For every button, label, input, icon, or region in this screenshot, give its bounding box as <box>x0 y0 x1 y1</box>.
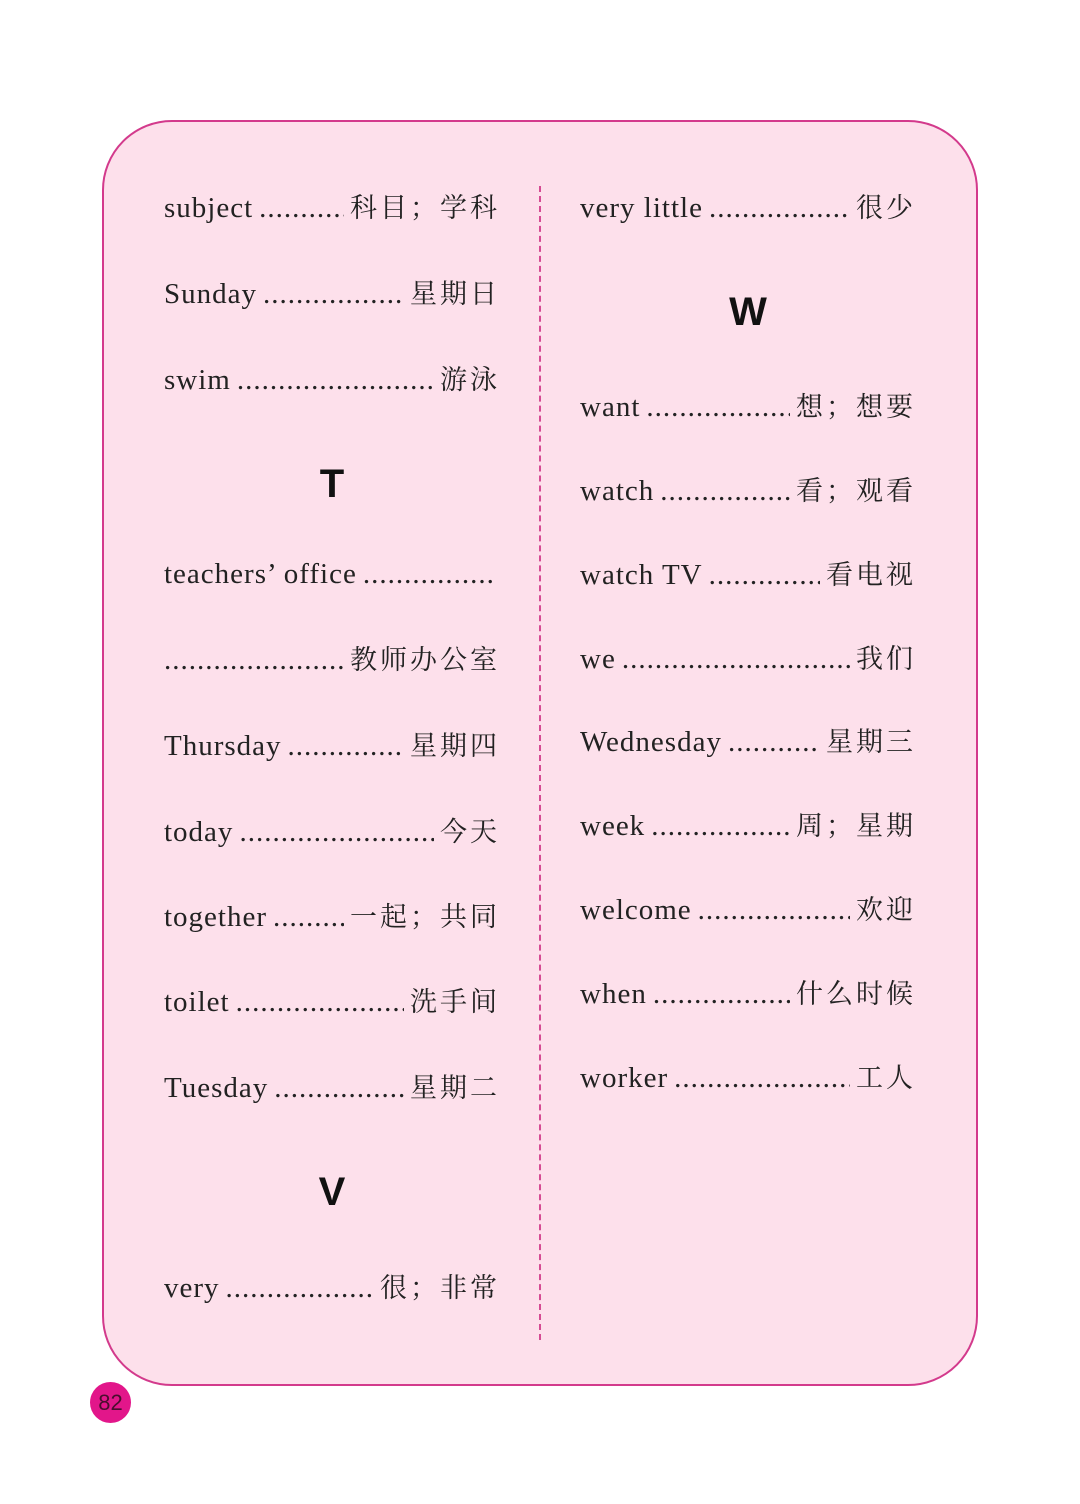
leader-dots <box>651 810 790 843</box>
leader-dots <box>263 278 404 311</box>
entry-word: Sunday <box>164 278 257 310</box>
entry-meaning: 欢迎 <box>856 895 916 926</box>
entry-meaning: 想；想要 <box>796 392 916 423</box>
entry-word: today <box>164 816 234 848</box>
entry-want <box>580 385 916 424</box>
entry-word: together <box>164 901 268 933</box>
entry-meaning: 星期二 <box>410 1073 500 1104</box>
entry-word: welcome <box>580 894 692 926</box>
leader-dots <box>709 559 820 592</box>
entry-tuesday <box>164 1066 500 1105</box>
leader-dots <box>288 730 404 763</box>
page-number-badge: 82 <box>90 1382 131 1423</box>
entry-meaning: 我们 <box>856 644 916 675</box>
entry-meaning: 一起；共同 <box>350 902 500 933</box>
entry-meaning: 今天 <box>440 817 500 848</box>
entry-word: worker <box>580 1062 669 1094</box>
entry-word: want <box>580 391 641 423</box>
entry-meaning: 看电视 <box>826 560 916 591</box>
leader-dots <box>660 475 790 508</box>
leader-dots <box>259 192 344 225</box>
entry-meaning: 星期四 <box>410 731 500 762</box>
entry-teachers-office-meaning <box>164 638 500 677</box>
section-letter-w: W <box>729 290 767 334</box>
entry-word: very <box>164 1272 220 1304</box>
entry-word: toilet <box>164 986 230 1018</box>
entry-word: Tuesday <box>164 1072 269 1104</box>
entry-meaning: 什么时候 <box>796 979 916 1010</box>
entry-meaning: 星期日 <box>410 279 500 310</box>
entry-meaning: 工人 <box>856 1063 916 1094</box>
entry-word: Thursday <box>164 730 282 762</box>
entry-word: teachers’ office <box>164 558 357 590</box>
leader-dots <box>728 726 820 759</box>
entry-meaning: 很少 <box>856 193 916 224</box>
entry-very <box>164 1266 500 1305</box>
entry-meaning: 周；星期 <box>796 811 916 842</box>
entry-we <box>580 637 916 676</box>
leader-dots <box>653 978 790 1011</box>
entry-toilet <box>164 980 500 1019</box>
leader-dots <box>674 1062 850 1095</box>
entry-today <box>164 810 500 849</box>
entry-watch <box>580 469 916 508</box>
entry-meaning: 洗手间 <box>410 987 500 1018</box>
leader-dots <box>236 986 404 1019</box>
entry-meaning: 看；观看 <box>796 476 916 507</box>
entry-sunday <box>164 272 500 311</box>
leader-dots <box>239 816 434 849</box>
entry-meaning: 星期三 <box>826 727 916 758</box>
entry-word: subject <box>164 192 254 224</box>
leader-dots <box>274 1072 404 1105</box>
entry-word: we <box>580 643 616 675</box>
entry-word: very little <box>580 192 703 224</box>
entry-thursday <box>164 724 500 763</box>
entry-together <box>164 895 500 934</box>
entry-watch-tv <box>580 553 916 592</box>
entry-meaning: 很；非常 <box>380 1273 500 1304</box>
entry-word: watch TV <box>580 559 703 591</box>
leader-dots <box>237 364 434 397</box>
entry-word: when <box>580 978 647 1010</box>
leader-dots <box>622 643 850 676</box>
entry-meaning: 游泳 <box>440 365 500 396</box>
leader-dots <box>698 894 850 927</box>
entry-week <box>580 804 916 843</box>
entry-word: swim <box>164 364 231 396</box>
leader-dots <box>226 1272 374 1305</box>
entry-word: Wednesday <box>580 726 722 758</box>
leader-dots <box>646 391 790 424</box>
leader-dots <box>363 558 494 591</box>
entry-worker <box>580 1056 916 1095</box>
entry-wednesday <box>580 720 916 759</box>
section-letter-v: V <box>318 1170 346 1214</box>
entry-swim <box>164 358 500 397</box>
leader-dots <box>709 192 850 225</box>
entry-subject <box>164 186 500 225</box>
entry-word: week <box>580 810 646 842</box>
entry-meaning: 教师办公室 <box>350 645 500 676</box>
leader-dots <box>273 901 344 934</box>
leader-dots <box>164 644 344 677</box>
entry-when <box>580 972 916 1011</box>
entry-welcome <box>580 888 916 927</box>
entry-word: watch <box>580 475 655 507</box>
entry-teachers-office <box>164 558 500 591</box>
entry-very-little <box>580 186 916 225</box>
section-letter-t: T <box>319 462 345 506</box>
column-divider <box>539 186 541 1340</box>
entry-meaning: 科目；学科 <box>350 193 500 224</box>
